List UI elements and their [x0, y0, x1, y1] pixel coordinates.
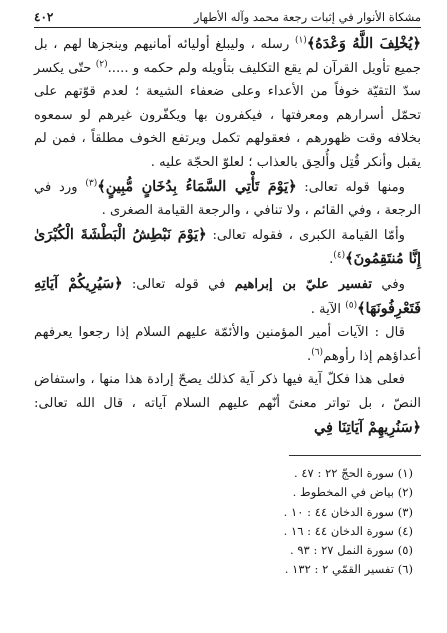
- book-title: تفسير عليّ بن إبراهيم: [234, 276, 373, 292]
- footnote-ref[interactable]: (٤): [333, 250, 346, 261]
- footnote-item: (٣) سورة الدخان ٤٤ : ١٠ .: [283, 504, 413, 519]
- paragraph-text: قال : الآيات أمير المؤمنين والأئمّة عليهم السلام إذا رجعوا يعرفهم أعداؤهم إذا رأوهم: [34, 325, 421, 364]
- paragraph-4: [34, 272, 421, 321]
- quran-verse: ﴿سَيُرِيكُمْ آيَاتِهِ فَتَعْرِفُونَهَا﴾: [34, 274, 421, 317]
- footnotes-list: [34, 464, 413, 580]
- paragraph-text: وأمّا القيامة الكبرى ، فقوله تعالى:: [206, 227, 405, 243]
- paragraph-text: وفي: [372, 276, 406, 292]
- running-title: مشكاة الأنوار في إثبات رجعة محمد وآله الأطهار: [193, 10, 421, 24]
- footnote-item: (٦) تفسير القمّي ٢ : ١٣٢ .: [284, 562, 413, 577]
- paragraph-text: الآية .: [310, 301, 346, 317]
- header-rule: [34, 27, 421, 28]
- paragraph-text: في قوله تعالى:: [122, 276, 235, 292]
- main-text: [34, 32, 421, 440]
- paragraph-1: [34, 32, 421, 175]
- paragraph-2: [34, 175, 421, 223]
- page-header: [34, 8, 421, 26]
- paragraph-text: .: [306, 348, 312, 364]
- footnote-ref[interactable]: (٣): [85, 178, 98, 189]
- paragraph-3: [34, 223, 421, 272]
- footnote-item: (١) سورة الحجّ ٢٢ : ٤٧ .: [293, 466, 413, 480]
- quran-verse: ﴿يَوْمَ تَأْتِي السَّمَاءُ بِدُخَانٍ مُّبِينٍ﴾: [97, 177, 297, 195]
- paragraph-text: ورد في الرجعة ، وفي القائم ، ولا تنافي ، والرجعة القيامة الصغرى .: [34, 179, 421, 219]
- footnote-ref[interactable]: (٢): [95, 59, 108, 70]
- footnote-ref[interactable]: (١): [294, 35, 307, 46]
- paragraph-text: .: [329, 252, 334, 268]
- footnote-ref[interactable]: (٥): [345, 300, 358, 311]
- quran-verse: ﴿يَوْمَ نَبْطِشُ الْبَطْشَةَ الْكُبْرَىٰ إِنَّا مُنتَقِمُونَ﴾: [34, 225, 421, 268]
- paragraph-text: فعلى هذا فكلّ آية فيها ذكر آية كذلك يصحّ إرادة هذا منها ، واستفاض النصّ ، بل تواتر معنىً أنّهم عليهم السلام آياته ، قال الله تعالى:: [34, 372, 421, 411]
- footnote-item: (٢) بياض في المخطوط .: [292, 485, 413, 500]
- paragraph-6: [34, 368, 421, 440]
- quran-verse: ﴿سَنُرِيهِمْ آيَاتِنَا فِي: [313, 418, 421, 436]
- paragraph-text: رسله ، وليبلغ أوليائه أمانيهم وينجزها لهم ، بل جميع تأويل القرآن لم يقع التكليف بتأويله ولم حكمه و .....: [34, 37, 421, 76]
- paragraph-text: حتّى يكسر سدّ التقيّة خوفاً من الأعداء وعلى ضعفاء الشيعة ؛ لعدم قوّتهم على تحمّل أسرارهم ومعرفتها ، فيكفرون بها ويكفّرون غيرهم لو سمعوه بخلافه وقت ظهورهم ، فعقولهم تكمل ويرتفع الخوف مطلقاً ، فمن لم يقبل وأنكر قُتِل وأُلحِق بالعذاب ؛ لعلوّ الحجّة عليه .: [34, 60, 421, 170]
- footnote-ref[interactable]: (٦): [311, 347, 324, 358]
- footnote-item: (٥) سورة النمل ٢٧ : ٩٣ .: [289, 543, 413, 558]
- footnote-rule: [289, 455, 421, 456]
- page-number: ٤٠٢: [34, 10, 54, 24]
- quran-verse: ﴿يُخْلِفَ اللَّهُ وَعْدَهُ﴾: [306, 35, 421, 52]
- footnote-item: (٤) سورة الدخان ٤٤ : ١٦ .: [283, 523, 413, 538]
- paragraph-text: ومنها قوله تعالى:: [296, 179, 406, 195]
- paragraph-5: [34, 321, 421, 368]
